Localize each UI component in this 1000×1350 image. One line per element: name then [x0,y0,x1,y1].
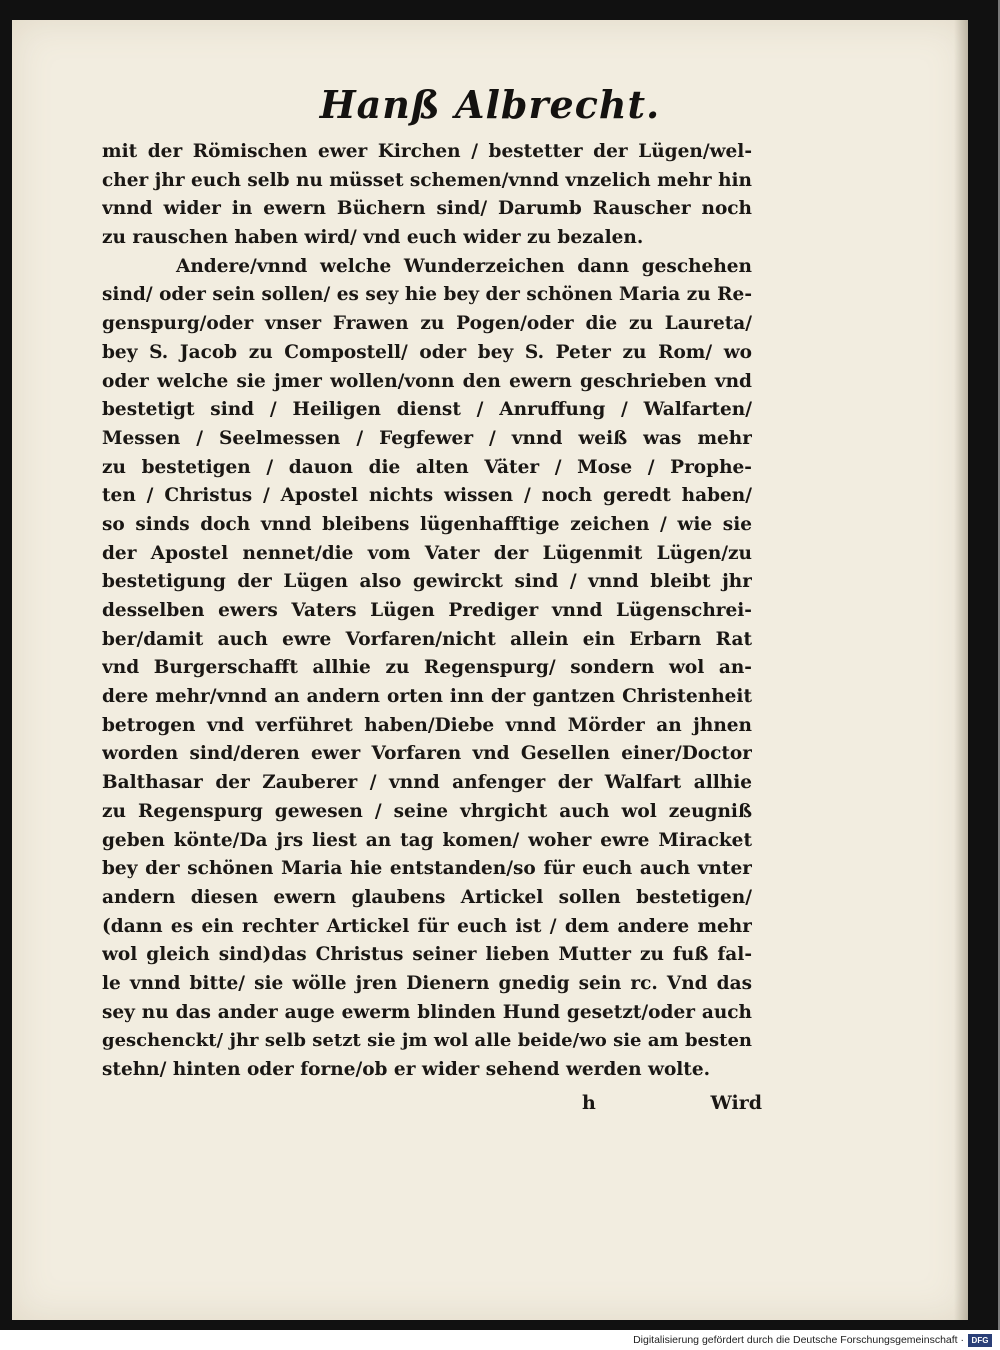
text-line: worden sind/deren ewer Vorfaren vnd Gesellen einer/Doctor [102,743,752,765]
text-line: ber/damit auch ewre Vorfaren/nicht allein ein Erbarn Rat [102,628,752,650]
text-line: zu bestetigen / dauon die alten Väter / Mose / Prophe- [102,456,752,478]
text-line: sind/ oder sein sollen/ es sey hie bey der schönen Maria zu Re- [102,284,752,306]
text-line: vnd Burgerschafft allhie zu Regenspurg/ sondern wol an- [102,657,752,679]
text-line: so sinds doch vnnd bleibens lügenhafftige zeichen / wie sie [102,513,752,535]
running-head: Hanß Albrecht. [319,82,661,127]
text-block [102,138,752,1085]
funding-credit: Digitalisierung gefördert durch die Deutsche Forschungsgemeinschaft · [633,1334,964,1346]
text-line: bey der schönen Maria hie entstanden/so für euch auch vnter [102,858,752,880]
text-line: zu Regenspurg gewesen / seine vhrgicht auch wol zeugniß [102,800,752,822]
text-line: Messen / Seelmessen / Fegfewer / vnnd weiß was mehr [102,427,752,449]
text-line: ten / Christus / Apostel nichts wissen / noch geredt haben/ [102,485,752,507]
book-page [12,20,968,1320]
text-line: cher jhr euch selb nu müsset schemen/vnnd vnzelich mehr hin [102,169,752,191]
dfg-logo: DFG [968,1334,992,1347]
text-line: Balthasar der Zauberer / vnnd anfenger der Walfart allhie [102,772,752,794]
text-line: le vnnd bitte/ sie wölle jren Dienern gnedig sein rc. Vnd das [102,972,752,994]
text-line: genspurg/oder vnser Frawen zu Pogen/oder die zu Laureta/ [102,313,752,335]
text-line: oder welche sie jmer wollen/vonn den ewern geschrieben vnd [102,370,752,392]
text-line: wol gleich sind)das Christus seiner lieben Mutter zu fuß fal- [102,944,752,966]
footer-bar [0,1331,1000,1350]
text-line: Andere/vnnd welche Wunderzeichen dann geschehen [176,255,752,277]
text-line: geschenckt/ jhr selb setzt sie jm wol alle beide/wo sie am besten [102,1030,752,1052]
signature-mark: h [582,1092,596,1114]
text-line: (dann es ein rechter Artickel für euch ist / dem andere mehr [102,915,752,937]
text-line: geben könte/Da jrs liest an tag komen/ woher ewre Miracket [102,829,752,851]
text-line: zu rauschen haben wird/ vnd euch wider zu bezalen. [102,227,644,249]
text-line: andern diesen ewern glaubens Artickel sollen bestetigen/ [102,886,752,908]
text-line: bestetigung der Lügen also gewirckt sind / vnnd bleibt jhr [102,571,752,593]
catchword: Wird [710,1092,762,1114]
text-line: mit der Römischen ewer Kirchen / bestetter der Lügen/wel- [102,141,752,162]
text-line: bey S. Jacob zu Compostell/ oder bey S. Peter zu Rom/ wo [102,341,752,363]
text-line: der Apostel nennet/die vom Vater der Lügenmit Lügen/zu [102,542,752,564]
text-line: stehn/ hinten oder forne/ob er wider sehend werden wolte. [102,1059,711,1080]
text-line: vnnd wider in ewern Büchern sind/ Darumb Rauscher noch [102,198,752,220]
text-line: desselben ewers Vaters Lügen Prediger vnnd Lügenschrei- [102,600,752,621]
text-line: bestetigt sind / Heiligen dienst / Anruffung / Walfarten/ [102,399,752,421]
page-foot [582,1092,762,1122]
text-line: dere mehr/vnnd an andern orten inn der gantzen Christenheit [102,686,752,708]
text-line: sey nu das ander auge ewerm blinden Hund gesetzt/oder auch [102,1001,752,1023]
text-line: betrogen vnd verführet haben/Diebe vnnd Mörder an jhnen [102,714,752,736]
